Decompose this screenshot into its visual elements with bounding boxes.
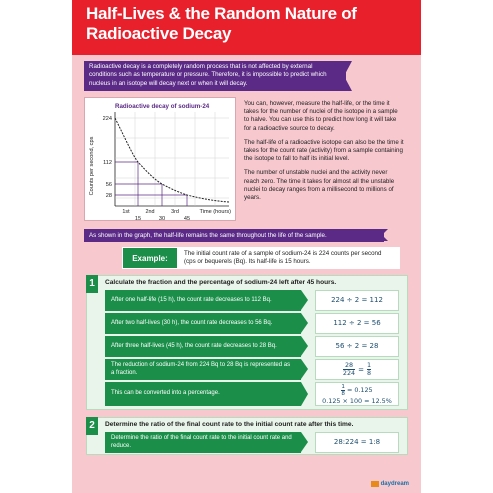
fraction-denominator: 8 — [367, 369, 372, 377]
example-text: The initial count rate of a sample of sodium-24 is 224 counts per second (cps or bequerels (Bq). Its half-life is 15 hours. — [178, 247, 400, 269]
x-tick-15: 15 — [134, 216, 142, 222]
header — [72, 0, 421, 55]
paragraph-half-life: You can, however, measure the half-life, or the time it takes for the number of nuclei of the isotope in a sample to halve. You can use this to predict how long it will take for a radioactive source to decay. — [244, 100, 398, 132]
intro-band: Radioactive decay is a completely random process that is not affected by external conditions such as temperature or pressure. Therefore, it is impossible to predict which nucleus in an isotope will decay next or when it will decay. — [84, 61, 346, 91]
step-arrow — [301, 313, 308, 333]
graph-ylabel: Counts per second, cps — [89, 136, 95, 196]
section-2-heading: Determine the ratio of the final count rate to the initial count rate after this time. — [105, 421, 354, 428]
y-tick-28: 28 — [105, 193, 112, 199]
graph-title: Radioactive decay of sodium-24 — [115, 103, 210, 110]
step-text: After three half-lives (45 h), the count rate decreases to 28 Bq. — [105, 336, 301, 357]
fraction-28-224 — [343, 362, 355, 377]
step-arrow — [301, 382, 308, 406]
graph-xlabel: Time (hours) — [199, 209, 231, 215]
publisher-logo — [371, 481, 409, 487]
step-answer-percentage — [315, 382, 399, 406]
fraction-numerator: 1 — [341, 383, 345, 390]
left-ghost-margin — [0, 0, 72, 60]
step-text: This can be converted into a percentage. — [105, 382, 301, 406]
section-2 — [86, 417, 408, 455]
fraction-numerator: 1 — [367, 361, 372, 369]
half-label-3rd: 3rd — [171, 209, 179, 215]
step-row — [105, 290, 405, 311]
section-1-heading: Calculate the fraction and the percentage of sodium-24 left after 45 hours. — [105, 279, 337, 286]
step-arrow — [301, 290, 308, 310]
step-row — [105, 432, 405, 453]
step-row — [105, 313, 405, 334]
step-answer: 56 ÷ 2 = 28 — [315, 336, 399, 357]
fraction-numerator: 28 — [344, 361, 354, 369]
fraction-denominator: 224 — [342, 369, 356, 377]
step-text: The reduction of sodium-24 from 224 Bq to 28 Bq is represented as a fraction. — [105, 359, 301, 380]
decimal-value: = 0.125 — [346, 386, 373, 394]
step-text: After one half-life (15 h), the count rate decreases to 112 Bq. — [105, 290, 301, 311]
graph-note-band: As shown in the graph, the half-life remains the same throughout the life of the sample. — [84, 229, 384, 242]
step-row — [105, 336, 405, 357]
fraction-1-8 — [367, 362, 371, 377]
x-tick-30: 30 — [158, 216, 166, 222]
step-answer-fraction — [315, 359, 399, 380]
step-answer: 28:224 = 1:8 — [315, 432, 399, 453]
step-row — [105, 382, 405, 406]
fraction-one-eighth — [341, 384, 345, 397]
step-arrow — [301, 336, 308, 356]
step-answer: 224 ÷ 2 = 112 — [315, 290, 399, 311]
half-life-guides — [115, 162, 187, 206]
y-tick-112: 112 — [103, 160, 112, 166]
y-tick-56: 56 — [105, 182, 112, 188]
decay-graph — [84, 97, 236, 221]
step-arrow — [301, 432, 308, 452]
x-tick-45: 45 — [183, 216, 191, 222]
step-answer: 112 ÷ 2 = 56 — [315, 313, 399, 334]
section-2-number: 2 — [86, 417, 98, 435]
fraction-denominator: 8 — [341, 390, 345, 397]
equals-sign: = — [358, 365, 364, 374]
logo-text: daydream — [380, 481, 409, 487]
poster-title: Half-Lives & the Random Nature of Radioactive Decay — [86, 4, 357, 43]
graph-grid — [115, 112, 229, 206]
percentage-value: 0.125 × 100 = 12.5% — [322, 396, 392, 405]
y-tick-224: 224 — [102, 116, 112, 122]
decay-graph-svg — [85, 98, 237, 222]
step-text: After two half-lives (30 h), the count rate decreases to 56 Bq. — [105, 313, 301, 334]
step-text: Determine the ratio of the final count rate to the initial count rate and reduce. — [105, 432, 301, 453]
explanation-text — [244, 100, 404, 208]
step-row — [105, 359, 405, 380]
poster — [72, 0, 421, 493]
half-label-1st: 1st — [122, 209, 130, 215]
paragraph-never-zero: The number of unstable nuclei and the activity never reach zero. The time it takes for almost all the unstable nuclei to decay ranges from a millisecond to millions of years. — [244, 169, 395, 202]
intro-band-tail — [344, 61, 352, 91]
section-1-number: 1 — [86, 275, 98, 293]
paragraph-count-rate: The half-life of a radioactive isotope can also be the time it takes for the count rate (activity) from a sample containing the isotope to fall to half its initial level. — [244, 138, 404, 163]
logo-icon — [371, 481, 379, 487]
decay-curve — [115, 118, 229, 202]
example-label: Example: — [122, 247, 178, 269]
graph-note-tail — [382, 229, 388, 241]
percentage-line-1 — [341, 384, 372, 397]
step-arrow — [301, 359, 308, 379]
section-1 — [86, 275, 408, 410]
half-label-2nd: 2nd — [145, 209, 155, 215]
